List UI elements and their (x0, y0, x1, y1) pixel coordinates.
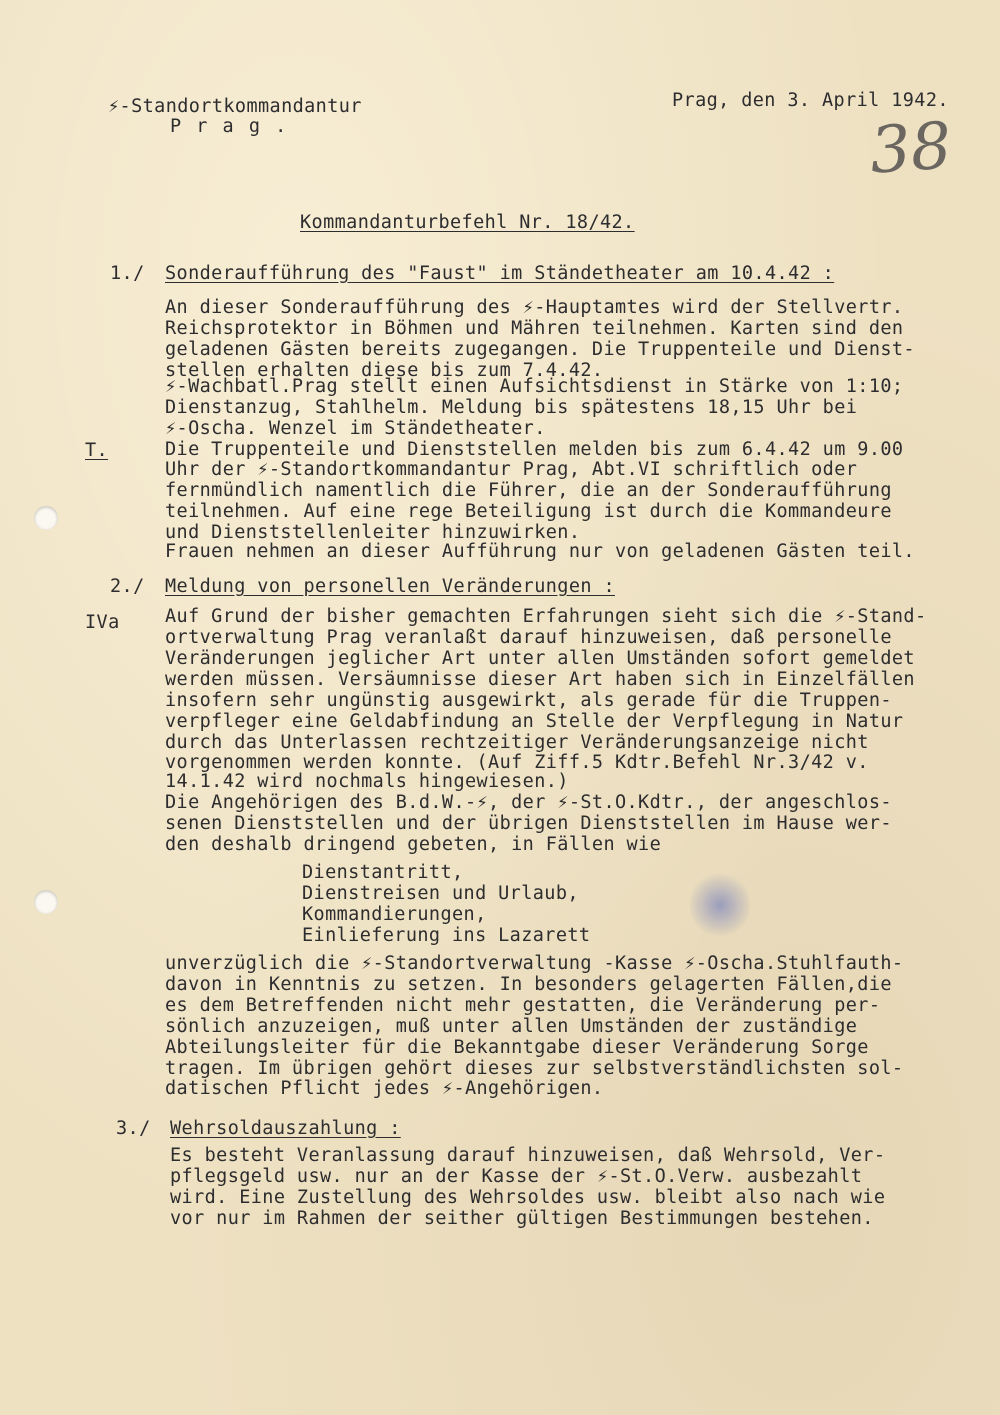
body-line: es dem Betreffenden nicht mehr gestatten, die Veränderung per- (165, 995, 881, 1016)
body-line: ortverwaltung Prag veranlaßt darauf hinzuweisen, daß personelle (165, 627, 892, 648)
body-line: Dienstanzug, Stahlhelm. Meldung bis spätestens 18,15 Uhr bei (165, 397, 858, 418)
section-number: 2./ (110, 576, 145, 597)
body-line: datischen Pflicht jedes ⚡-Angehörigen. (165, 1078, 604, 1099)
body-line: Uhr der ⚡-Standortkommandantur Prag, Abt.VI schriftlich oder (165, 459, 858, 480)
punch-hole (34, 890, 58, 914)
body-line: insofern sehr ungünstig ausgewirkt, als gerade für die Truppen- (165, 690, 892, 711)
body-line: vorgenommen werden konnte. (Auf Ziff.5 Kdtr.Befehl Nr.3/42 v. (165, 752, 869, 773)
body-line: davon in Kenntnis zu setzen. In besonders gelagerten Fällen,die (165, 974, 892, 995)
margin-note: T. (85, 440, 109, 461)
list-item: Einlieferung ins Lazarett (302, 925, 591, 946)
punch-hole (34, 506, 58, 530)
body-line: werden müssen. Versäumnisse dieser Art haben sich in Einzelfällen (165, 669, 915, 690)
body-line: verpfleger eine Geldabfindung an Stelle der Verpflegung in Natur (165, 711, 904, 732)
body-line: Frauen nehmen an dieser Aufführung nur von geladenen Gästen teil. (165, 541, 915, 562)
body-line: Auf Grund der bisher gemachten Erfahrungen sieht sich die ⚡-Stand- (165, 606, 927, 627)
document-title: Kommandanturbefehl Nr. 18/42. (300, 212, 635, 233)
body-line: teilnehmen. Auf eine rege Beteiligung ist durch die Kommandeure (165, 501, 892, 522)
unit-city: P r a g . (170, 116, 289, 137)
section-number: 3./ (116, 1118, 151, 1139)
archive-number: 38 (867, 109, 954, 189)
body-line: 14.1.42 wird nochmals hingewiesen.) (165, 771, 569, 792)
list-item: Dienstantritt, (302, 862, 464, 883)
unit-name: ⚡-Standortkommandantur (108, 96, 362, 117)
list-item: Dienstreisen und Urlaub, (302, 883, 579, 904)
body-line: geladenen Gästen bereits zugegangen. Die Truppenteile und Dienst- (165, 339, 915, 360)
body-line: ⚡-Oscha. Wenzel im Ständetheater. (165, 418, 546, 439)
body-line: Es besteht Veranlassung darauf hinzuweisen, daß Wehrsold, Ver- (170, 1145, 886, 1166)
section-heading: Sonderaufführung des "Faust" im Ständetheater am 10.4.42 : (165, 263, 835, 284)
body-line: stellen erhalten diese bis zum 7.4.42. (165, 360, 604, 381)
body-line: vor nur im Rahmen der seither gültigen Bestimmungen bestehen. (170, 1208, 874, 1229)
body-line: fernmündlich namentlich die Führer, die an der Sonderaufführung (165, 480, 892, 501)
body-line: wird. Eine Zustellung des Wehrsoldes usw. bleibt also nach wie (170, 1187, 886, 1208)
ink-stain (690, 870, 750, 940)
section-heading: Meldung von personellen Veränderungen : (165, 576, 615, 597)
body-line: und Dienststellenleiter hinzuwirken. (165, 522, 581, 543)
body-line: durch das Unterlassen rechtzeitiger Veränderungsanzeige nicht (165, 732, 869, 753)
body-line: Die Angehörigen des B.d.W.-⚡, der ⚡-St.O.Kdtr., der angeschlos- (165, 792, 892, 813)
body-line: Die Truppenteile und Dienststellen melden bis zum 6.4.42 um 9.00 (165, 439, 904, 460)
body-line: Veränderungen jeglicher Art unter allen Umständen sofort gemeldet (165, 648, 915, 669)
body-line: Abteilungsleiter für die Bekanntgabe dieser Veränderung Sorge (165, 1037, 869, 1058)
body-line: An dieser Sonderaufführung des ⚡-Hauptamtes wird der Stellvertr. (165, 297, 904, 318)
section-number: 1./ (110, 263, 145, 284)
body-line: Reichsprotektor in Böhmen und Mähren teilnehmen. Karten sind den (165, 318, 904, 339)
body-line: sönlich anzuzeigen, muß unter allen Umständen der zuständige (165, 1016, 858, 1037)
place-date: Prag, den 3. April 1942. (672, 90, 949, 111)
body-line: senen Dienststellen und der übrigen Dienststellen im Hause wer- (165, 813, 892, 834)
margin-note: IVa (85, 612, 120, 633)
body-line: unverzüglich die ⚡-Standortverwaltung -Kasse ⚡-Oscha.Stuhlfauth- (165, 953, 904, 974)
body-line: den deshalb dringend gebeten, in Fällen wie (165, 834, 662, 855)
body-line: ⚡-Wachbatl.Prag stellt einen Aufsichtsdienst in Stärke von 1:10; (165, 376, 904, 397)
section-heading: Wehrsoldauszahlung : (170, 1118, 401, 1139)
body-line: tragen. Im übrigen gehört dieses zur selbstverständlichsten sol- (165, 1058, 904, 1079)
body-line: pflegsgeld usw. nur an der Kasse der ⚡-St.O.Verw. ausbezahlt (170, 1166, 863, 1187)
list-item: Kommandierungen, (302, 904, 487, 925)
